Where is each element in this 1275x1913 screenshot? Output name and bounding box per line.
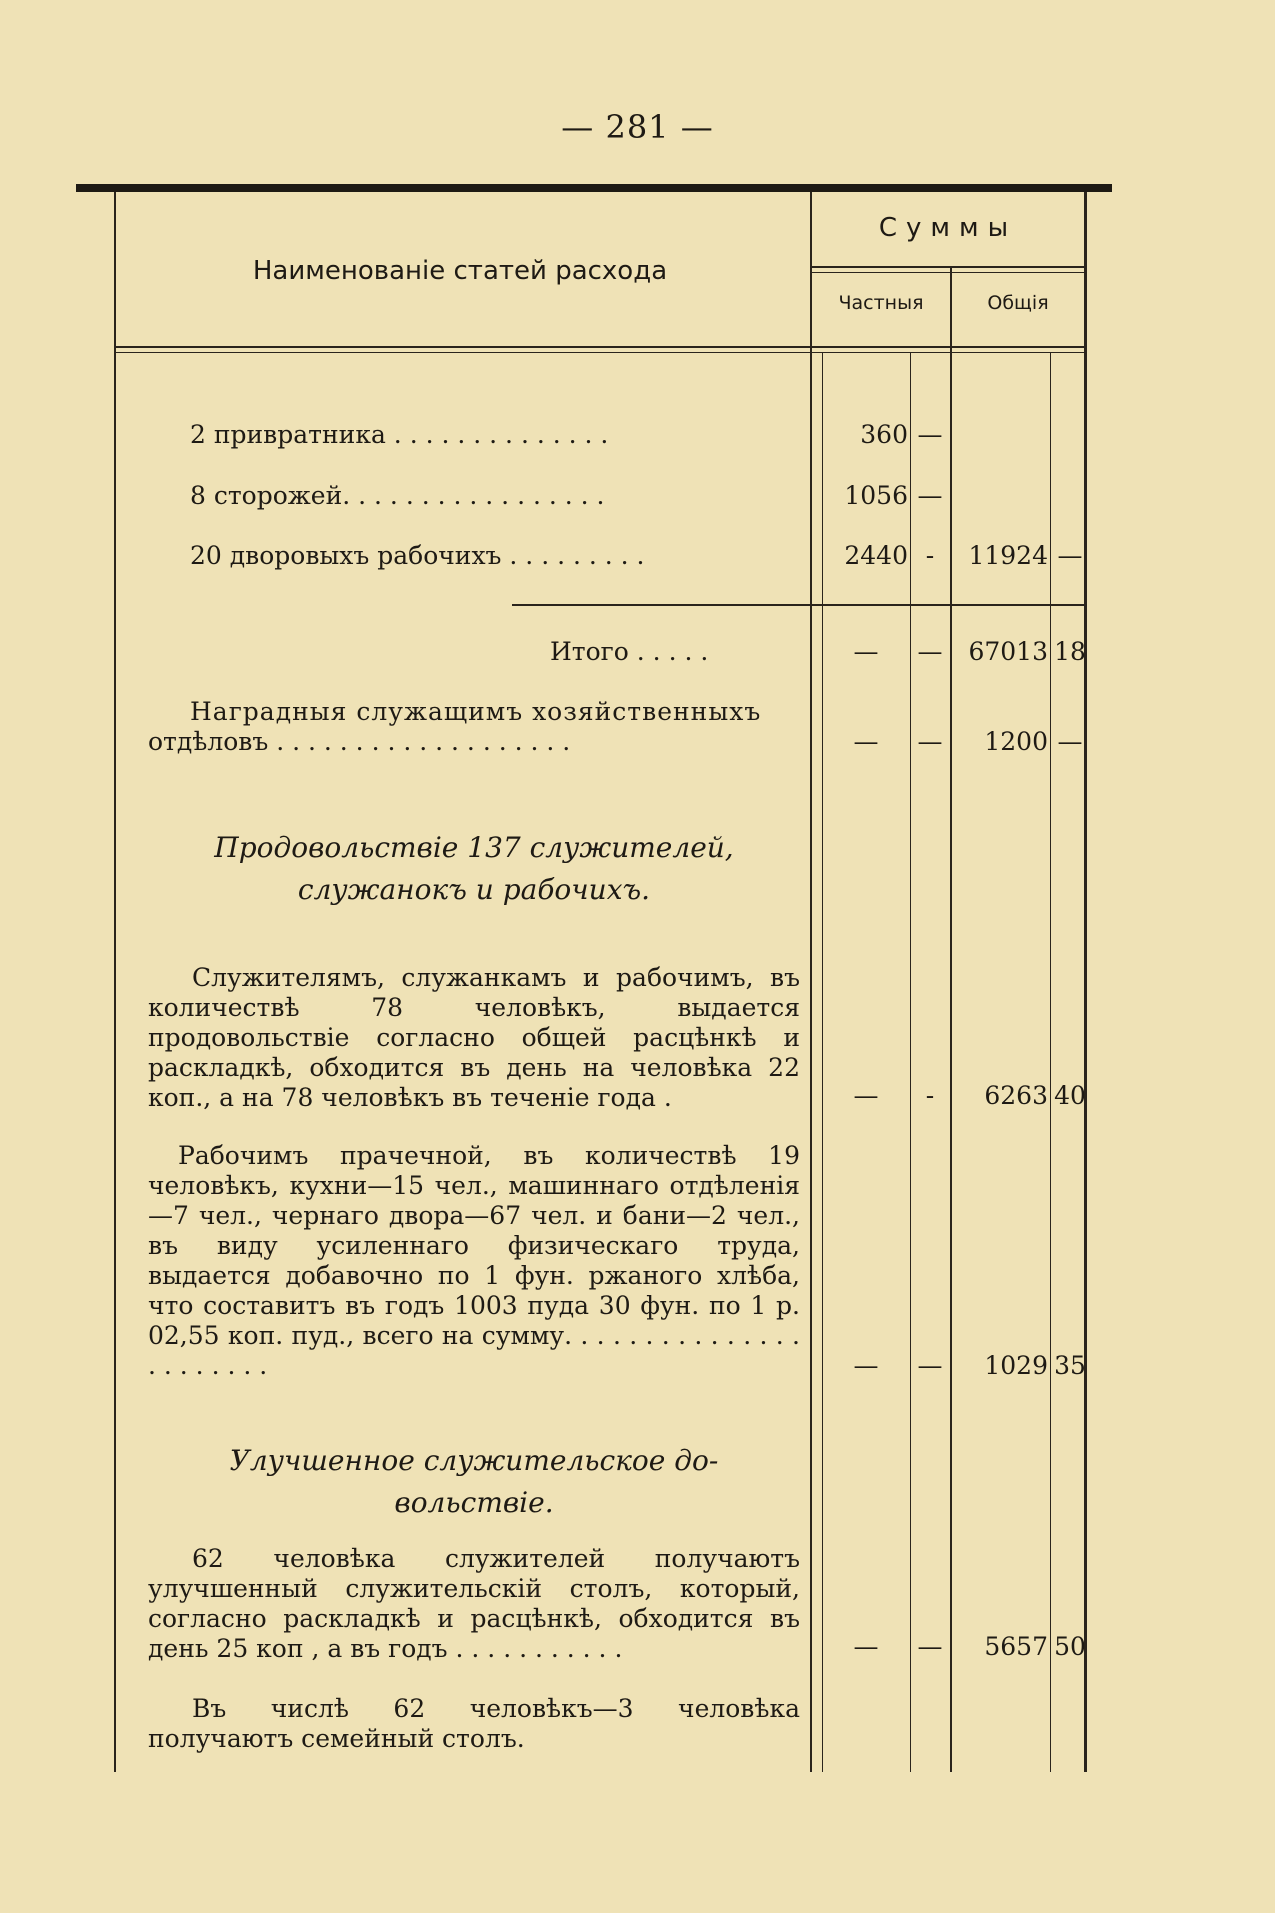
total-kop: 40 <box>1054 1081 1086 1110</box>
section-heading: вольствіе. <box>394 1486 554 1519</box>
sums-subheader-rule <box>812 266 1084 268</box>
total-header: Общія <box>987 292 1049 314</box>
page-number: — 281 — <box>561 108 714 146</box>
private-sum: — <box>853 637 879 666</box>
row-label: 20 дворовыхъ рабочихъ . . . . . . . . . <box>190 541 645 570</box>
private-sum: 1056 <box>844 481 908 510</box>
private-kop: — <box>917 637 943 666</box>
row-label: 8 сторожей. . . . . . . . . . . . . . . . . <box>190 481 605 510</box>
private-kop: — <box>917 481 943 510</box>
total-kop: — <box>1057 541 1083 570</box>
private-kop: — <box>917 1351 943 1380</box>
section-heading: Продовольствіе 137 служителей, <box>214 831 734 864</box>
section-heading: Улучшенное служительское до- <box>229 1444 719 1477</box>
paragraph <box>148 1694 800 1754</box>
private-kop-divider <box>910 352 911 1772</box>
total-sum: 67013 <box>968 637 1048 666</box>
paragraph-text: Въ числѣ 62 человѣкъ—3 человѣка получаютъ семейный столъ. <box>148 1694 800 1753</box>
total-kop-divider <box>1050 352 1051 1772</box>
private-kop: — <box>917 1632 943 1661</box>
paragraph <box>148 1544 800 1664</box>
table-right-border <box>1084 192 1087 1772</box>
header-bottom-rule <box>116 346 1084 348</box>
total-kop: — <box>1057 727 1083 756</box>
section-heading: служанокъ и рабочихъ. <box>297 873 651 906</box>
total-kop: 35 <box>1054 1351 1086 1380</box>
private-sum: — <box>853 1081 879 1110</box>
private-header: Частныя <box>838 292 924 314</box>
awards-line-1: Наградныя служащимъ хозяйственныхъ <box>190 697 762 726</box>
total-sum: 5657 <box>984 1632 1048 1661</box>
itogo-label: Итого . . . . . <box>550 637 709 666</box>
paragraph-text: Рабочимъ прачечной, въ количествѣ 19 человѣкъ, кухни—15 чел., машиннаго отдѣленія—7 чел., чернаго двора—67 чел. и бани—2 чел., въ виду усиленнаго физическаго труда, выдается добавочно по 1 фун. ржаного хлѣба, что составитъ въ годъ 1003 пуда 30 фун. по 1 р. 02,55 коп. пуд., всего на сумму. . . . . . . . . . . . . . . . . . . . . . . <box>148 1141 800 1380</box>
private-kop: - <box>925 1081 935 1110</box>
awards-line-2: отдѣловъ . . . . . . . . . . . . . . . . . . . <box>148 727 571 756</box>
subtotal-rule <box>512 604 1084 606</box>
total-kop: 50 <box>1054 1632 1086 1661</box>
paragraph-text: 62 человѣка служителей получаютъ улучшенный служительскій столъ, который, согласно раскладкѣ и расцѣнкѣ, обходится въ день 25 коп , а въ годъ . . . . . . . . . . . <box>148 1544 800 1663</box>
total-kop: 18 <box>1054 637 1086 666</box>
private-kop: — <box>917 420 943 449</box>
private-sum: — <box>853 1351 879 1380</box>
private-total-divider <box>950 268 952 1772</box>
column-name-header: Наименованіе статей расхода <box>252 256 668 286</box>
top-rule <box>76 184 1112 192</box>
total-sum: 11924 <box>968 541 1048 570</box>
private-sum: — <box>853 1632 879 1661</box>
private-sum: — <box>853 727 879 756</box>
header-bottom-rule-2 <box>116 352 1084 353</box>
sums-subheader-rule-2 <box>812 272 1084 273</box>
sums-header: Суммы <box>878 213 1018 243</box>
private-kop: — <box>917 727 943 756</box>
private-sum: 2440 <box>844 541 908 570</box>
row-label: 2 привратника . . . . . . . . . . . . . . <box>190 420 609 449</box>
table-left-border <box>114 192 116 1772</box>
private-sum: 360 <box>860 420 908 449</box>
total-sum: 6263 <box>984 1081 1048 1110</box>
paragraph <box>148 1141 800 1381</box>
paragraph-text: Служителямъ, служанкамъ и рабочимъ, въ количествѣ 78 человѣкъ, выдается продовольствіе согласно общей расцѣнкѣ и раскладкѣ, обходится въ день на человѣка 22 коп., а на 78 человѣкъ въ теченіе года . <box>148 963 800 1112</box>
private-kop: - <box>925 541 935 570</box>
total-sum: 1029 <box>984 1351 1048 1380</box>
paragraph <box>148 963 800 1113</box>
total-sum: 1200 <box>984 727 1048 756</box>
